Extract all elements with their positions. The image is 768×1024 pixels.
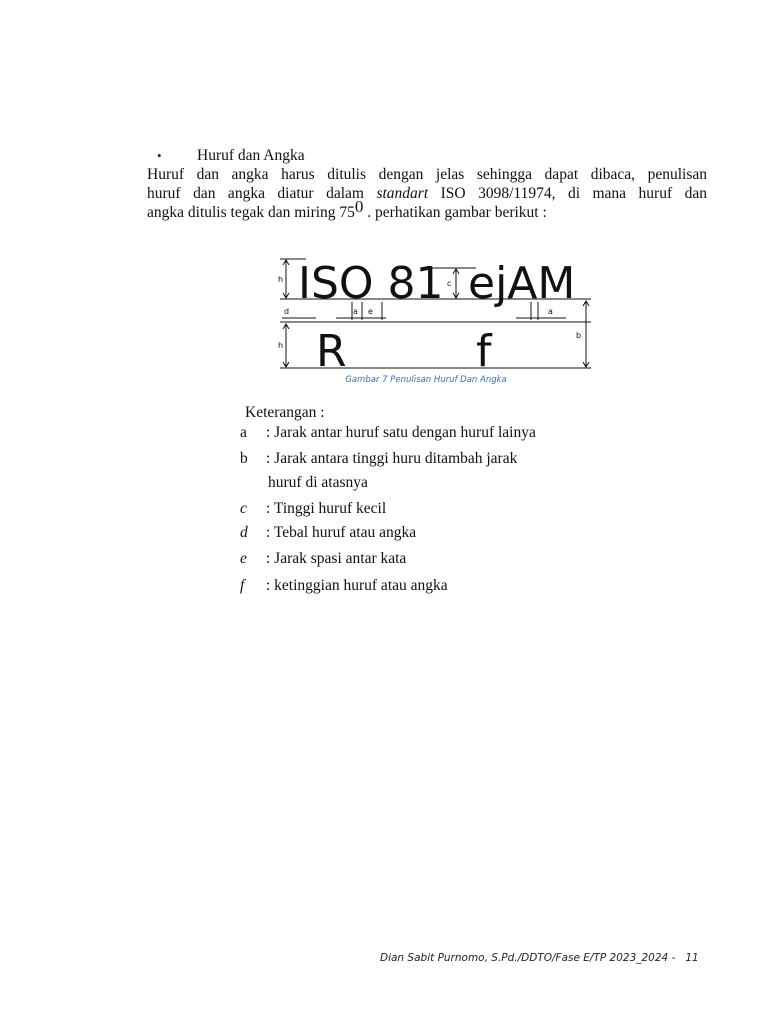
legend-desc: : Tinggi huruf kecil	[266, 500, 387, 517]
legend-desc: : Jarak antar huruf satu dengan huruf lainya	[266, 424, 536, 441]
figure-caption: Gambar 7 Penulisan Huruf Dan Angka	[345, 375, 507, 385]
bullet: •	[157, 148, 162, 163]
paragraph-text: ISO 3098/11974, di mana huruf dan	[428, 185, 707, 202]
legend-item-e	[240, 550, 406, 568]
paragraph-text: huruf dan angka diatur dalam	[147, 185, 377, 202]
paragraph-line-2	[147, 184, 707, 203]
label-a1: a	[353, 307, 358, 316]
paragraph-line-1: Huruf dan angka harus ditulis dengan jelas sehingga dapat dibaca, penulisan	[147, 166, 707, 183]
legend-item-a	[240, 424, 536, 442]
iso-lettering-figure	[276, 252, 600, 372]
legend-key: e	[240, 550, 247, 567]
section-title: Huruf dan Angka	[197, 147, 305, 164]
legend-title: Keterangan :	[245, 404, 325, 421]
label-d: d	[284, 307, 290, 316]
legend-item-b-continued: huruf di atasnya	[268, 474, 368, 491]
label-h-bottom: h	[278, 341, 284, 350]
degree-superscript: 0	[354, 197, 364, 216]
legend-key: a	[240, 424, 247, 441]
paragraph-line-3	[147, 197, 707, 222]
page-number: 11	[685, 952, 699, 964]
legend-key: d	[240, 524, 248, 541]
lettering-diagram	[276, 252, 600, 372]
label-h-top: h	[278, 275, 284, 284]
label-b: b	[576, 331, 582, 340]
legend-key: b	[240, 450, 248, 467]
legend-item-c	[240, 500, 386, 518]
page-footer	[380, 952, 720, 964]
legend-key: c	[240, 500, 247, 517]
paragraph-text: . perhatikan gambar berikut :	[363, 204, 547, 221]
paragraph-text: angka ditulis tegak dan miring 75	[147, 204, 355, 221]
label-a2: a	[548, 307, 553, 316]
label-c: c	[447, 279, 452, 288]
paragraph-italic-term: standart	[376, 185, 429, 202]
legend-desc: : Jarak spasi antar kata	[266, 550, 407, 567]
glyphs-iso81: ISO 81	[298, 258, 444, 309]
legend-desc: : Jarak antara tinggi huru ditambah jarak	[266, 450, 518, 467]
legend-item-f	[240, 577, 448, 595]
legend-item-d	[240, 524, 416, 542]
section-heading	[157, 147, 305, 165]
glyph-r: R	[316, 326, 347, 372]
intro-paragraph	[147, 165, 707, 222]
label-e: e	[368, 307, 373, 316]
glyphs-ejam: ejAM	[468, 258, 576, 309]
glyph-f: f	[476, 326, 492, 372]
legend-desc: : Tebal huruf atau angka	[266, 524, 417, 541]
legend-key: f	[240, 577, 245, 594]
footer-text: Dian Sabit Purnomo, S.Pd./DDTO/Fase E/TP 2023_2024 -	[380, 952, 676, 964]
legend-item-b	[240, 450, 517, 468]
legend-desc: : ketinggian huruf atau angka	[266, 577, 448, 594]
